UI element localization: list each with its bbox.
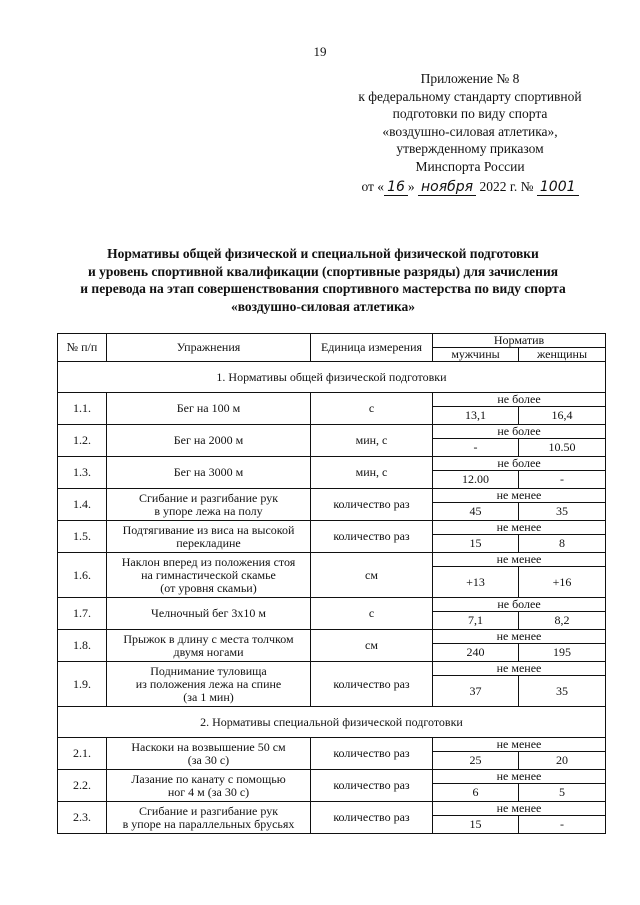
row-num: 1.3.: [58, 457, 107, 489]
row-exercise: Бег на 100 м: [107, 393, 311, 425]
value-men: 7,1: [433, 612, 519, 630]
value-men: 15: [433, 816, 519, 834]
row-num: 2.1.: [58, 738, 107, 770]
document-title: [40, 245, 606, 315]
value-women: 5: [519, 784, 606, 802]
row-unit: мин, с: [311, 457, 433, 489]
value-men: +13: [433, 567, 519, 598]
section-title: 2. Нормативы специальной физической подготовки: [58, 707, 606, 738]
table-row: [58, 393, 606, 407]
appendix-block: [340, 70, 600, 197]
row-num: 2.2.: [58, 770, 107, 802]
header-women: женщины: [519, 348, 606, 362]
date-month-handwritten: ноября: [418, 179, 476, 196]
row-unit: количество раз: [311, 802, 433, 834]
row-unit: см: [311, 630, 433, 662]
row-condition: не более: [433, 425, 606, 439]
header-num: № п/п: [58, 334, 107, 362]
appendix-line: утвержденному приказом: [396, 141, 544, 156]
table-row: [58, 630, 606, 644]
table-row: [58, 662, 606, 676]
row-condition: не менее: [433, 521, 606, 535]
row-condition: не менее: [433, 738, 606, 752]
value-women: 35: [519, 503, 606, 521]
value-men: 240: [433, 644, 519, 662]
title-line: Нормативы общей физической и специальной физической подготовки: [107, 246, 539, 261]
value-men: 12.00: [433, 471, 519, 489]
row-condition: не более: [433, 457, 606, 471]
value-women: -: [519, 816, 606, 834]
value-women: 16,4: [519, 407, 606, 425]
row-exercise: Наклон вперед из положения стоя на гимнастической скамье (от уровня скамьи): [107, 553, 311, 598]
row-unit: с: [311, 393, 433, 425]
header-exercise: Упражнения: [107, 334, 311, 362]
norms-table: [57, 333, 606, 834]
title-line: и уровень спортивной квалификации (спортивные разряды) для зачисления: [87, 263, 559, 279]
row-unit: количество раз: [311, 521, 433, 553]
row-exercise: Бег на 3000 м: [107, 457, 311, 489]
table-row: [58, 521, 606, 535]
table-row: [58, 738, 606, 752]
value-men: 6: [433, 784, 519, 802]
row-num: 1.8.: [58, 630, 107, 662]
row-num: 1.6.: [58, 553, 107, 598]
section-row: [58, 362, 606, 393]
value-women: 20: [519, 752, 606, 770]
table-row: [58, 598, 606, 612]
value-women: -: [519, 471, 606, 489]
title-line: и перевода на этап совершенствования спортивного мастерства по виду спорта: [80, 281, 566, 296]
row-exercise: Поднимание туловища из положения лежа на спине (за 1 мин): [107, 662, 311, 707]
row-exercise: Сгибание и разгибание рук в упоре лежа на полу: [107, 489, 311, 521]
appendix-line: подготовки по виду спорта: [392, 106, 548, 121]
title-line: «воздушно-силовая атлетика»: [230, 298, 416, 314]
row-exercise: Сгибание и разгибание рук в упоре на параллельных брусьях: [107, 802, 311, 834]
row-num: 1.1.: [58, 393, 107, 425]
row-exercise: Челночный бег 3x10 м: [107, 598, 311, 630]
value-men: 45: [433, 503, 519, 521]
row-unit: количество раз: [311, 770, 433, 802]
appendix-line: «воздушно-силовая атлетика»,: [382, 123, 558, 139]
row-unit: с: [311, 598, 433, 630]
row-exercise: Бег на 2000 м: [107, 425, 311, 457]
table-row: [58, 553, 606, 567]
row-num: 1.7.: [58, 598, 107, 630]
page-number: 19: [313, 44, 327, 59]
appendix-line: Минспорта России: [415, 158, 525, 174]
header-unit: Единица измерения: [311, 334, 433, 362]
value-men: -: [433, 439, 519, 457]
row-num: 2.3.: [58, 802, 107, 834]
row-condition: не менее: [433, 630, 606, 644]
row-exercise: Прыжок в длину с места толчком двумя ногами: [107, 630, 311, 662]
row-condition: не менее: [433, 662, 606, 676]
value-men: 13,1: [433, 407, 519, 425]
row-condition: не менее: [433, 770, 606, 784]
table-row: [58, 802, 606, 816]
value-women: 8,2: [519, 612, 606, 630]
value-women: 8: [519, 535, 606, 553]
order-number-handwritten: 1001: [537, 179, 579, 196]
row-exercise: Лазание по канату с помощью ног 4 м (за 30 с): [107, 770, 311, 802]
row-unit: мин, с: [311, 425, 433, 457]
value-women: 35: [519, 676, 606, 707]
row-num: 1.5.: [58, 521, 107, 553]
date-day-handwritten: 16: [384, 179, 408, 196]
value-men: 37: [433, 676, 519, 707]
appendix-line: к федеральному стандарту спортивной: [358, 88, 582, 104]
row-condition: не менее: [433, 802, 606, 816]
row-num: 1.9.: [58, 662, 107, 707]
date-year: 2022 г. №: [476, 179, 537, 194]
value-men: 15: [433, 535, 519, 553]
row-unit: количество раз: [311, 738, 433, 770]
table-row: [58, 770, 606, 784]
row-condition: не более: [433, 598, 606, 612]
table-row: [58, 489, 606, 503]
value-women: 10.50: [519, 439, 606, 457]
value-women: 195: [519, 644, 606, 662]
section-title: 1. Нормативы общей физической подготовки: [58, 362, 606, 393]
row-unit: см: [311, 553, 433, 598]
section-row: [58, 707, 606, 738]
row-condition: не более: [433, 393, 606, 407]
table-row: [58, 425, 606, 439]
row-exercise: Наскоки на возвышение 50 см (за 30 с): [107, 738, 311, 770]
row-num: 1.4.: [58, 489, 107, 521]
row-exercise: Подтягивание из виса на высокой перекладине: [107, 521, 311, 553]
row-condition: не менее: [433, 489, 606, 503]
date-prefix: от «: [361, 179, 385, 194]
date-mid: »: [407, 179, 419, 194]
value-men: 25: [433, 752, 519, 770]
header-men: мужчины: [433, 348, 519, 362]
header-norm: Норматив: [433, 334, 606, 348]
row-condition: не менее: [433, 553, 606, 567]
table-row: [58, 457, 606, 471]
row-unit: количество раз: [311, 489, 433, 521]
row-num: 1.2.: [58, 425, 107, 457]
order-date-line: [340, 178, 600, 197]
appendix-line: Приложение № 8: [420, 71, 520, 86]
row-unit: количество раз: [311, 662, 433, 707]
value-women: +16: [519, 567, 606, 598]
